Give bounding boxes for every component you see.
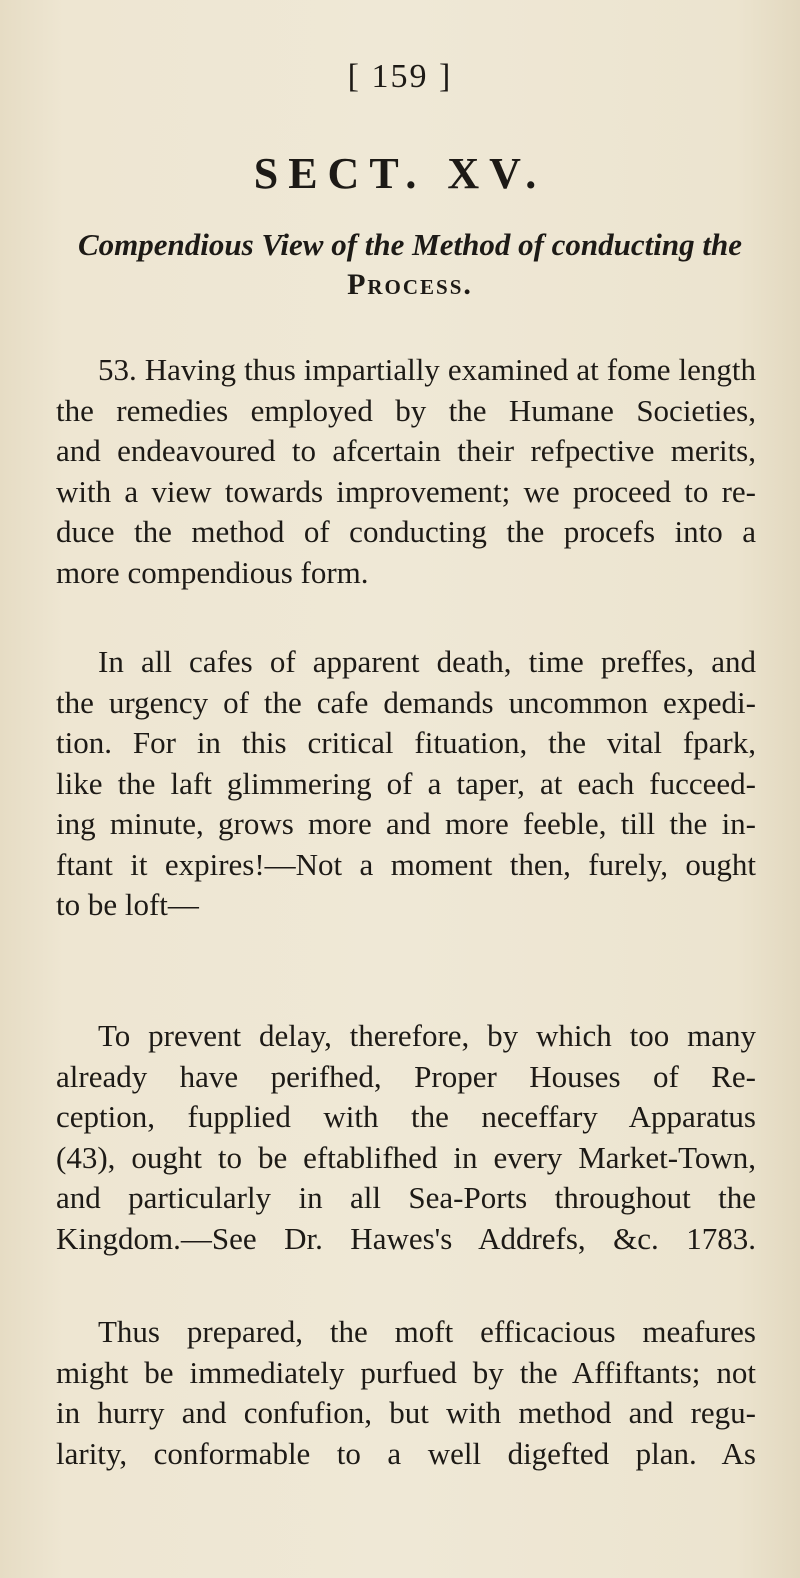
text-line: 53. Having thus impartially examined at fome length <box>98 352 756 387</box>
text-line: In all cafes of apparent death, time preffes, and <box>98 644 756 679</box>
text-line: ception, fupplied with the neceffary Apparatus <box>56 1099 756 1134</box>
text-line: with a view towards improvement; we proceed to re- <box>56 473 756 509</box>
page-number: [ 159 ] <box>347 58 453 95</box>
text-line: larity, conformable to a well digefted plan. As <box>56 1435 756 1471</box>
text-line: tion. For in this critical fituation, the vital fpark, <box>56 725 756 760</box>
text-line: and particularly in all Sea-Ports throughout the <box>56 1180 756 1215</box>
section-heading: SECT. XV. <box>253 149 547 198</box>
section-title-line-2: Process. <box>347 268 473 301</box>
text-line: the remedies employed by the Humane Societies, <box>56 392 756 428</box>
text-line: ftant it expires!—Not a moment then, furely, ought <box>56 846 756 882</box>
text-line: already have perifhed, Proper Houses of Re- <box>56 1058 756 1094</box>
paragraph-53 <box>56 350 756 593</box>
text-line: in hurry and confufion, but with method and regu- <box>56 1395 756 1430</box>
text-line: (43), ought to be eftablifhed in every Market-Town, <box>56 1139 756 1175</box>
text-line: Kingdom.—See Dr. Hawes's Addrefs, &c. 1783. <box>56 1220 756 1256</box>
text-line: to be loft— <box>56 887 199 922</box>
text-line: the urgency of the cafe demands uncommon expedi- <box>56 684 756 720</box>
text-line: like the laft glimmering of a taper, at each fucceed- <box>56 765 756 801</box>
paragraph-thus-prepared <box>56 1312 756 1474</box>
paragraph-prevent-delay <box>56 1016 756 1259</box>
text-line: more compendious form. <box>56 554 369 590</box>
text-line: To prevent delay, therefore, by which too many <box>98 1018 756 1053</box>
text-line: might be immediately purfued by the Affiftants; not <box>56 1354 756 1390</box>
section-title <box>50 225 770 305</box>
text-line: duce the method of conducting the procefs into a <box>56 514 756 549</box>
text-line: Thus prepared, the moft efficacious meafures <box>98 1314 756 1349</box>
paragraph-apparent-death <box>56 642 756 926</box>
text-line: ing minute, grows more and more feeble, till the in- <box>56 806 756 841</box>
text-line: and endeavoured to afcertain their refpective merits, <box>56 433 756 468</box>
section-title-line-1: Compendious View of the Method of conducting the <box>78 227 742 262</box>
